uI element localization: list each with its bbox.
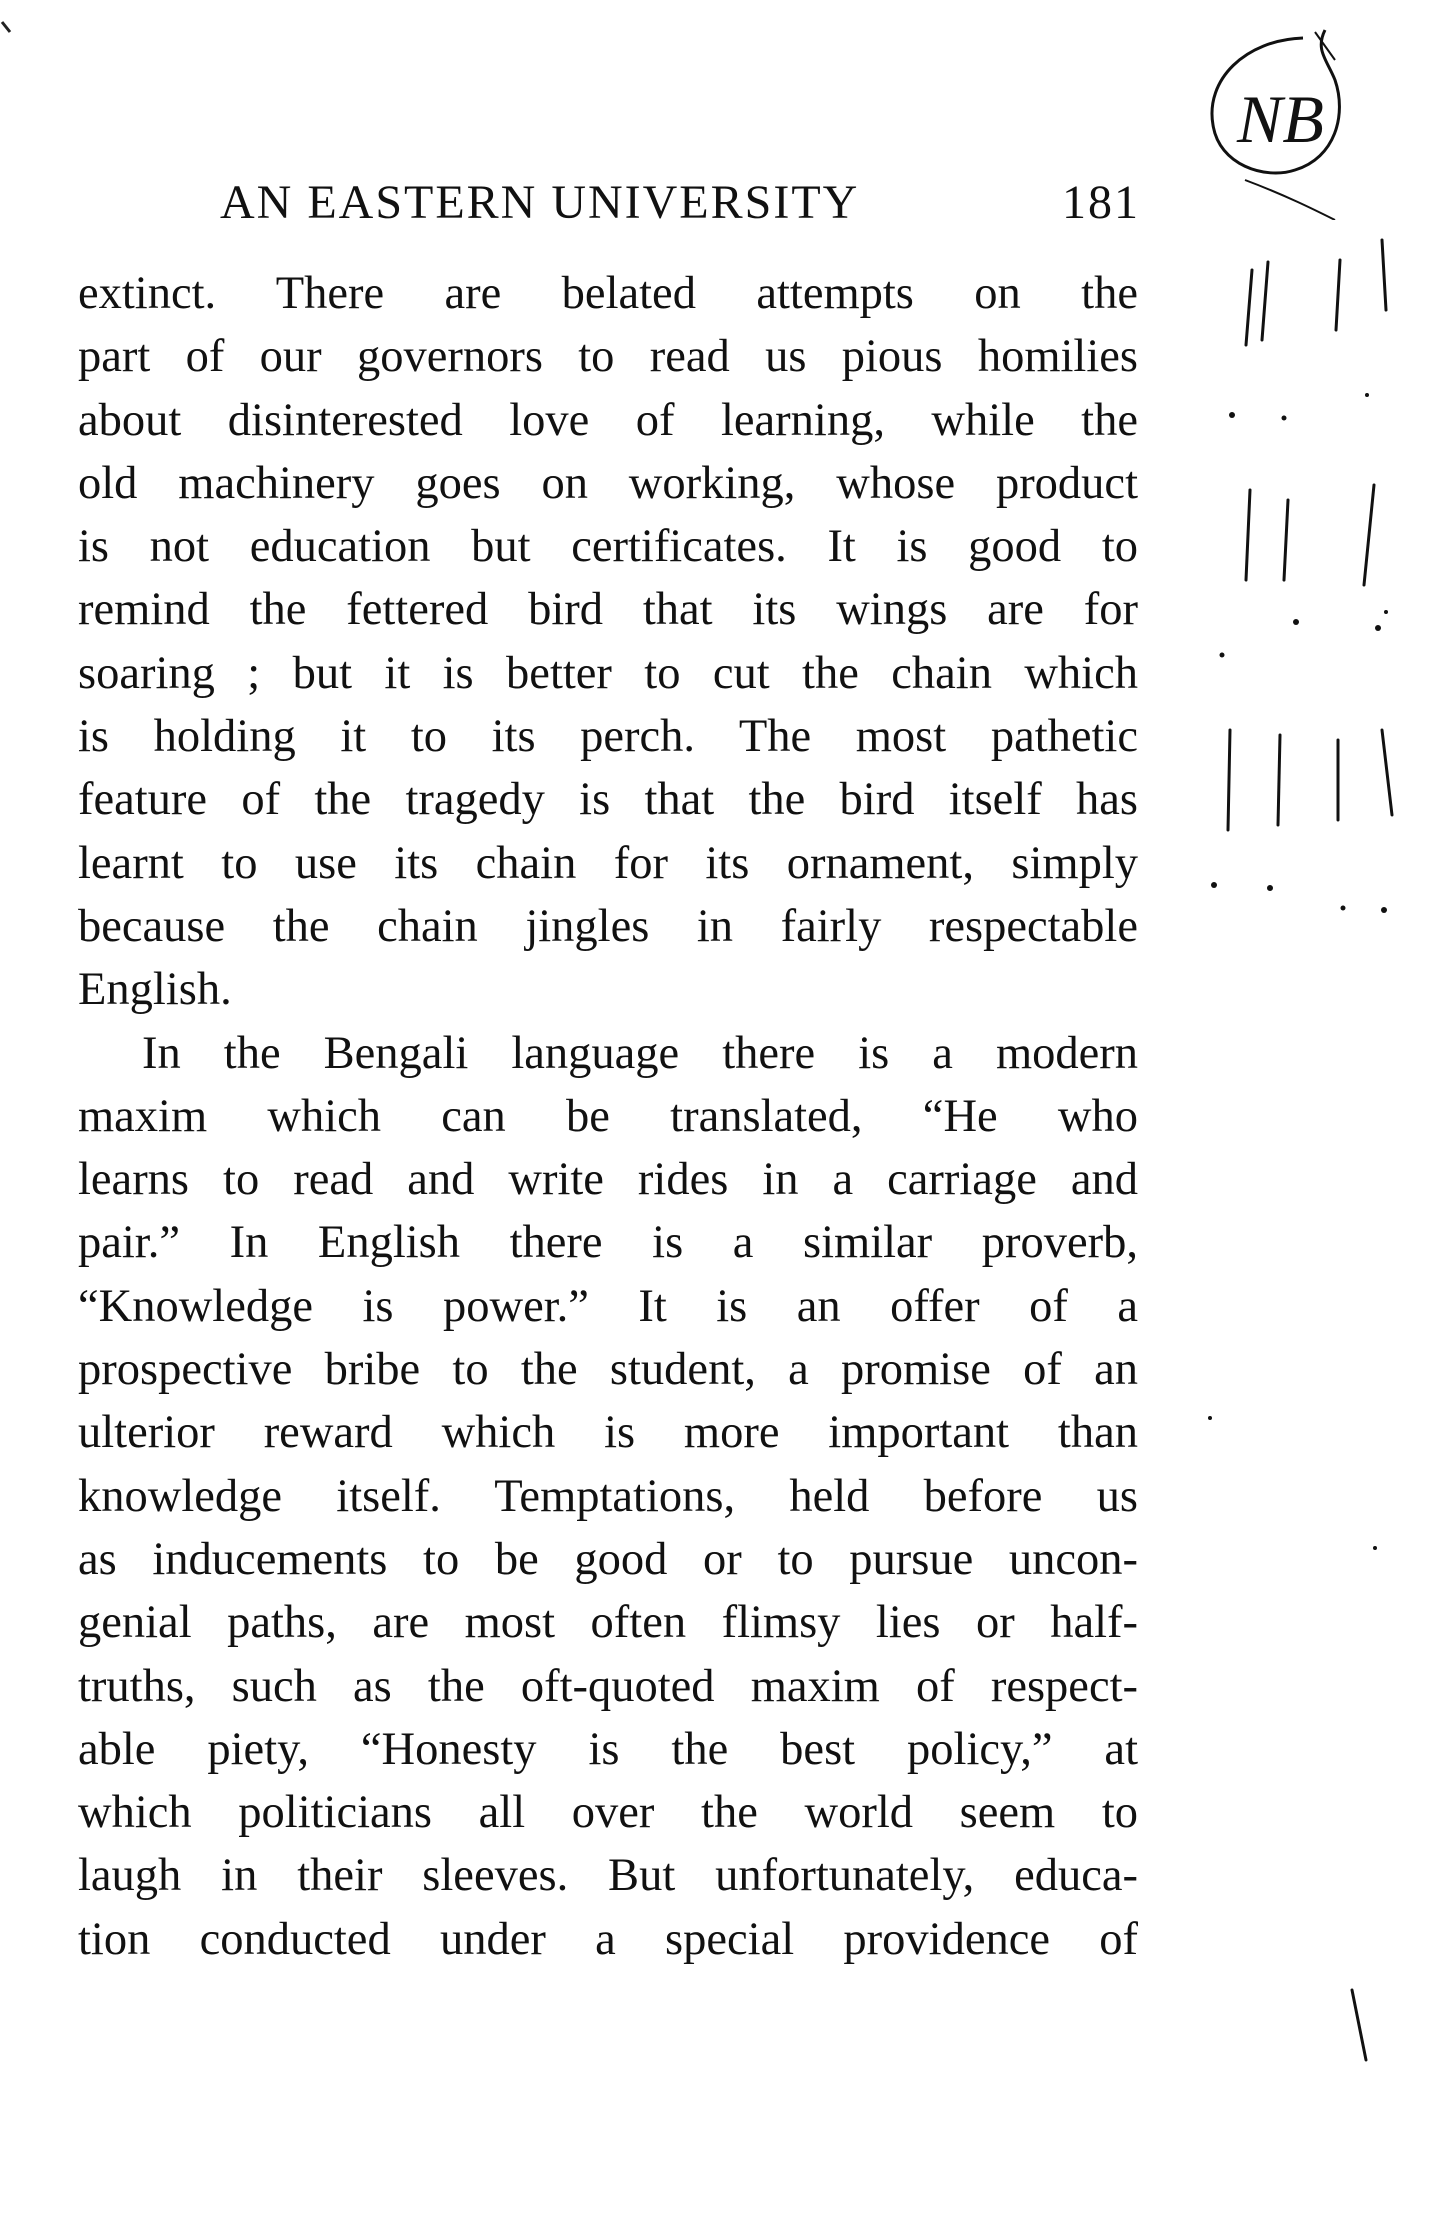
- text-line: feature of the tragedy is that the bird itself has: [78, 774, 1138, 826]
- text-line: genial paths, are most often flimsy lies or half-: [78, 1597, 1138, 1649]
- text-line: able piety, “Honesty is the best policy,” at: [78, 1723, 1138, 1775]
- text-line: truths, such as the oft-quoted maxim of respect-: [78, 1660, 1138, 1712]
- text-line: “Knowledge is power.” It is an offer of a: [78, 1280, 1138, 1332]
- text-line: maxim which can be translated, “He who: [78, 1090, 1138, 1142]
- corner-scan-mark: [0, 20, 14, 60]
- body-text: [78, 262, 1138, 1971]
- text-line: is not education but certificates. It is good to: [78, 521, 1138, 573]
- running-title: AN EASTERN UNIVERSITY: [220, 176, 860, 229]
- text-line: English.: [78, 964, 232, 1016]
- text-line: In the Bengali language there is a modern: [142, 1027, 1138, 1079]
- text-line: remind the fettered bird that its wings are for: [78, 584, 1138, 636]
- text-line: prospective bribe to the student, a promise of an: [78, 1344, 1138, 1396]
- text-line: because the chain jingles in fairly respectable: [78, 900, 1138, 952]
- svg-text:NB: NB: [1237, 81, 1324, 157]
- text-line: learns to read and write rides in a carriage and: [78, 1154, 1138, 1206]
- text-line: which politicians all over the world seem to: [78, 1787, 1138, 1839]
- text-line: is holding it to its perch. The most pathetic: [78, 711, 1138, 763]
- text-line: laugh in their sleeves. But unfortunately, educa-: [78, 1850, 1138, 1902]
- text-line: extinct. There are belated attempts on the: [78, 268, 1138, 319]
- text-line: as inducements to be good or to pursue uncon-: [78, 1533, 1138, 1585]
- page-header: [220, 175, 1140, 245]
- text-line: learnt to use its chain for its ornament, simply: [78, 837, 1138, 889]
- text-line: tion conducted under a special providence of: [78, 1913, 1138, 1965]
- margin-annotations: [1160, 0, 1431, 2233]
- text-line: about disinterested love of learning, while the: [78, 394, 1138, 446]
- text-line: pair.” In English there is a similar proverb,: [78, 1217, 1138, 1269]
- margin-tally-marks-icon: [1160, 0, 1431, 2233]
- page-number: 181: [1062, 176, 1140, 229]
- text-line: old machinery goes on working, whose product: [78, 457, 1138, 509]
- text-line: soaring ; but it is better to cut the chain which: [78, 647, 1138, 699]
- text-line: part of our governors to read us pious homilies: [78, 331, 1138, 383]
- text-line: ulterior reward which is more important than: [78, 1407, 1138, 1459]
- text-line: knowledge itself. Temptations, held before us: [78, 1470, 1138, 1522]
